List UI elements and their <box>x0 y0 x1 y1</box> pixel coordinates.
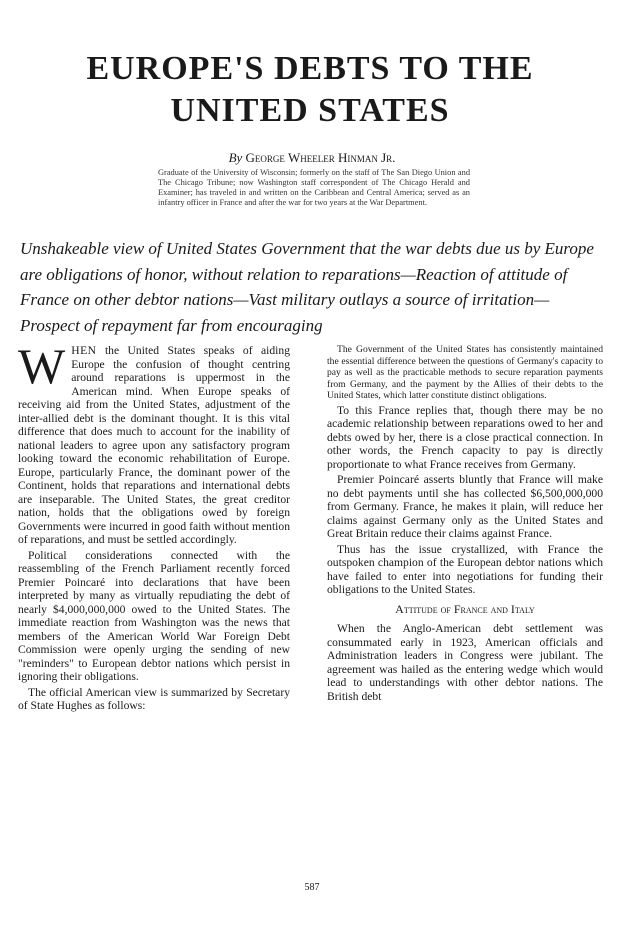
article-title <box>60 48 560 132</box>
left-paragraph-3: The official American view is summarized by Secretary of State Hughes as follows: <box>18 685 290 712</box>
title-line-2: UNITED STATES <box>170 92 450 129</box>
first-word: HEN <box>71 344 97 357</box>
author-name: George Wheeler Hinman Jr. <box>245 150 396 165</box>
hughes-quote: The Government of the United States has consistently maintained the essential difference between the questions of Germany's capacity to pay as well as the practicable methods to secure reparation payments from Germany, and the payment by the Allies of their debts to the United States, which latter constitute distinct obligations. <box>327 344 603 402</box>
page-number: 587 <box>304 882 320 893</box>
right-paragraph-2: Premier Poincaré asserts bluntly that France will make no debt payments until she has collected $6,500,000,000 from Germany. France, he makes it plain, will reduce her claims against Germany only as the United States and Great Britain reduce their claims against France. <box>327 473 603 541</box>
author-bio: Graduate of the University of Wisconsin; formerly on the staff of The San Diego Union and The Chicago Tribune; now Washington staff correspondent of The Chicago Herald and Examiner; has traveled in and written on the Caribbean and Central America; served as an infantry officer in France and after the war for two years at the War Department. <box>158 168 470 207</box>
left-paragraph-1 <box>18 338 290 547</box>
title-line-1: EUROPE'S DEBTS TO THE <box>86 50 534 87</box>
section-subhead: Attitude of France and Italy <box>395 601 535 616</box>
right-paragraph-4: When the Anglo-American debt settlement was consummated early in 1923, American officials and Administration leaders in Congress were jubilant. The agreement was hailed as the entering wedge which would lead to understandings with other debtor nations. The British debt <box>327 622 603 703</box>
drop-cap: W <box>18 338 66 394</box>
byline-prefix: By <box>228 150 243 165</box>
right-column <box>327 344 603 705</box>
left-paragraph-2: Political considerations connected with the reassembling of the French Parliament recently forced Premier Poincaré into declarations that have been interpreted by many as virtually repudiating the debt of nearly $4,000,000,000 owed to the United States. The immediate reaction from Washington was the news that members of the American World War Foreign Debt Commission were openly urging the sending of new "reminders" to European debtor nations which persist in ignoring their obligations. <box>18 548 290 683</box>
left-paragraph-1-text: the United States speaks of aiding Europe the confusion of thought centring around reparations is uppermost in the American mind. When Europe speaks of receiving aid from the United States, adjustment of the inter-allied debt is the dominant thought. It is this vital difference that does much to account for the inability of national leaders to agree upon any satisfactory program looking toward the economic rehabilitation of Europe. Europe, particularly France, the dominant power of the Continent, holds that reparations and international debts are inseparable. The United States, the great creditor nation, holds that the obligations owed by foreign Governments were incurred in good faith without mention of reparations, and must be settled accordingly. <box>18 344 290 546</box>
right-paragraph-1: To this France replies that, though there may be no academic relationship between reparations owed to her and debts owed by her, there is a close practical connection. In other words, the French capacity to pay is directly proportionate to what France receives from Germany. <box>327 403 603 471</box>
article-deck: Unshakeable view of United States Government that the war debts due us by Europe are obligations of honor, without relation to reparations—Reaction of attitude of France on other debtor nations—Vast military outlays a source of irritation—Prospect of repayment far from encouraging <box>20 239 594 335</box>
right-paragraph-3: Thus has the issue crystallized, with France the outspoken champion of the European debtor nations which have failed to enter into negotiations for funding their obligations to the United States. <box>327 542 603 597</box>
byline <box>120 150 504 166</box>
left-column <box>18 338 290 715</box>
